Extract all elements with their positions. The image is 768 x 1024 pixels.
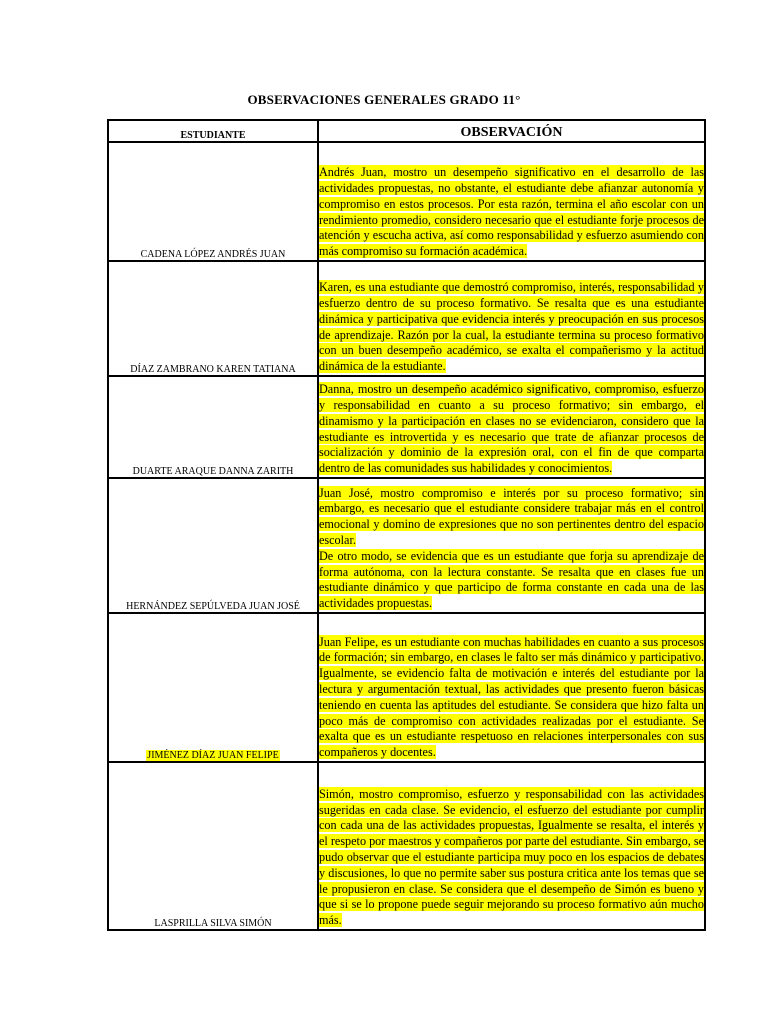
observations-table <box>107 119 706 931</box>
observation-text: Andrés Juan, mostro un desempeño significativo en el desarrollo de las actividades propuestas, no obstante, el estudiante debe afianzar autonomía y compromiso en estos procesos. Por esta razón, termina el año escolar con un rendimiento promedio, considero necesario que el estudiante forje procesos de atención y escucha activa, así como responsabilidad y esfuerzo asumiendo con más compromiso su formación académica. <box>319 165 704 259</box>
table-row <box>108 142 705 261</box>
table-row <box>108 478 705 613</box>
student-name-cell <box>108 376 318 478</box>
student-name: DÍAZ ZAMBRANO KAREN TATIANA <box>130 364 296 375</box>
table-row <box>108 613 705 762</box>
observation-cell <box>318 261 705 376</box>
student-name-cell <box>108 762 318 930</box>
observation-cell <box>318 478 705 613</box>
observation-text-paragraph-2: De otro modo, se evidencia que es un estudiante que forja su aprendizaje de forma autónoma, con la lectura constante. Se resalta que en clases fue un estudiante dinámico y que participo de forma constante en cada una de las actividades propuestas. <box>319 548 704 611</box>
observation-text: Danna, mostro un desempeño académico significativo, compromiso, esfuerzo y responsabilidad en cuanto a su proceso formativo; sin embargo, el dinamismo y la participación en clases no se evidenciaron, considero que la estudiante es introvertida y es necesario que trate de afianzar procesos de socialización y dominio de la expresión oral, con el fin de que comparta dentro de las comunidades sus habilidades y conocimientos. <box>319 382 704 476</box>
table-row <box>108 762 705 930</box>
student-name: LASPRILLA SILVA SIMÓN <box>154 918 272 929</box>
observation-cell <box>318 613 705 762</box>
observation-text: Juan Felipe, es un estudiante con muchas habilidades en cuanto a sus procesos de formación; sin embargo, en clases le falto ser más dinámico y participativo. Igualmente, se evidencio falta de motivación e interés del estudiante por la lectura y argumentación textual, las actividades que presento fueron básicas teniendo en cuenta las aptitudes del estudiante. Se considera que hizo falta un poco más de compromiso con actividades realizadas por el estudiante. Se exalta que es un estudiante respetuoso en relaciones interpersonales con sus compañeros y docentes. <box>319 634 704 760</box>
student-name-cell <box>108 261 318 376</box>
observation-cell <box>318 142 705 261</box>
observation-text: Karen, es una estudiante que demostró compromiso, interés, responsabilidad y esfuerzo dentro de su proceso formativo. Se resalta que es una estudiante dinámica y participativa que evidencia interés y preocupación en sus procesos de aprendizaje. Razón por la cual, la estudiante termina su proceso formativo con un buen desempeño académico, se exalta el compañerismo y la actitud dinámica de la estudiante. <box>319 280 704 374</box>
table-row <box>108 261 705 376</box>
header-student: ESTUDIANTE <box>108 120 318 142</box>
page-title: OBSERVACIONES GENERALES GRADO 11° <box>247 92 521 107</box>
student-name: CADENA LÓPEZ ANDRÉS JUAN <box>140 249 286 260</box>
student-name: JIMÉNEZ DÍAZ JUAN FELIPE <box>147 750 279 761</box>
observation-text: Simón, mostro compromiso, esfuerzo y responsabilidad con las actividades sugeridas en cada clase. Se evidencio, el esfuerzo del estudiante por cumplir con cada una de las actividades propuestas, Igualmente se resalta, el interés y el respeto por maestros y compañeros por parte del estudiante. Sin embargo, se pudo observar que el estudiante participa muy poco en los espacios de debates y discusiones, lo que no permite saber sus postura critica ante los temas que se le propusieron en clase. Se considera que el desempeño de Simón es bueno y que si se lo propone puede seguir mejorando su proceso formativo aún mucho más. <box>319 786 704 928</box>
observation-cell <box>318 376 705 478</box>
student-name: DUARTE ARAQUE DANNA ZARITH <box>132 466 294 477</box>
student-name-cell <box>108 478 318 613</box>
table-header-row <box>108 120 705 142</box>
observation-cell <box>318 762 705 930</box>
header-observation: OBSERVACIÓN <box>318 120 705 142</box>
student-name-cell <box>108 142 318 261</box>
table-row <box>108 376 705 478</box>
student-name: HERNÁNDEZ SEPÚLVEDA JUAN JOSÉ <box>126 601 300 612</box>
observation-text: Juan José, mostro compromiso e interés por su proceso formativo; sin embargo, es necesario que el estudiante considere trabajar más en el control emocional y domino de expresiones que no son pertinentes dentro del espacio escolar. <box>319 485 704 548</box>
student-name-cell <box>108 613 318 762</box>
